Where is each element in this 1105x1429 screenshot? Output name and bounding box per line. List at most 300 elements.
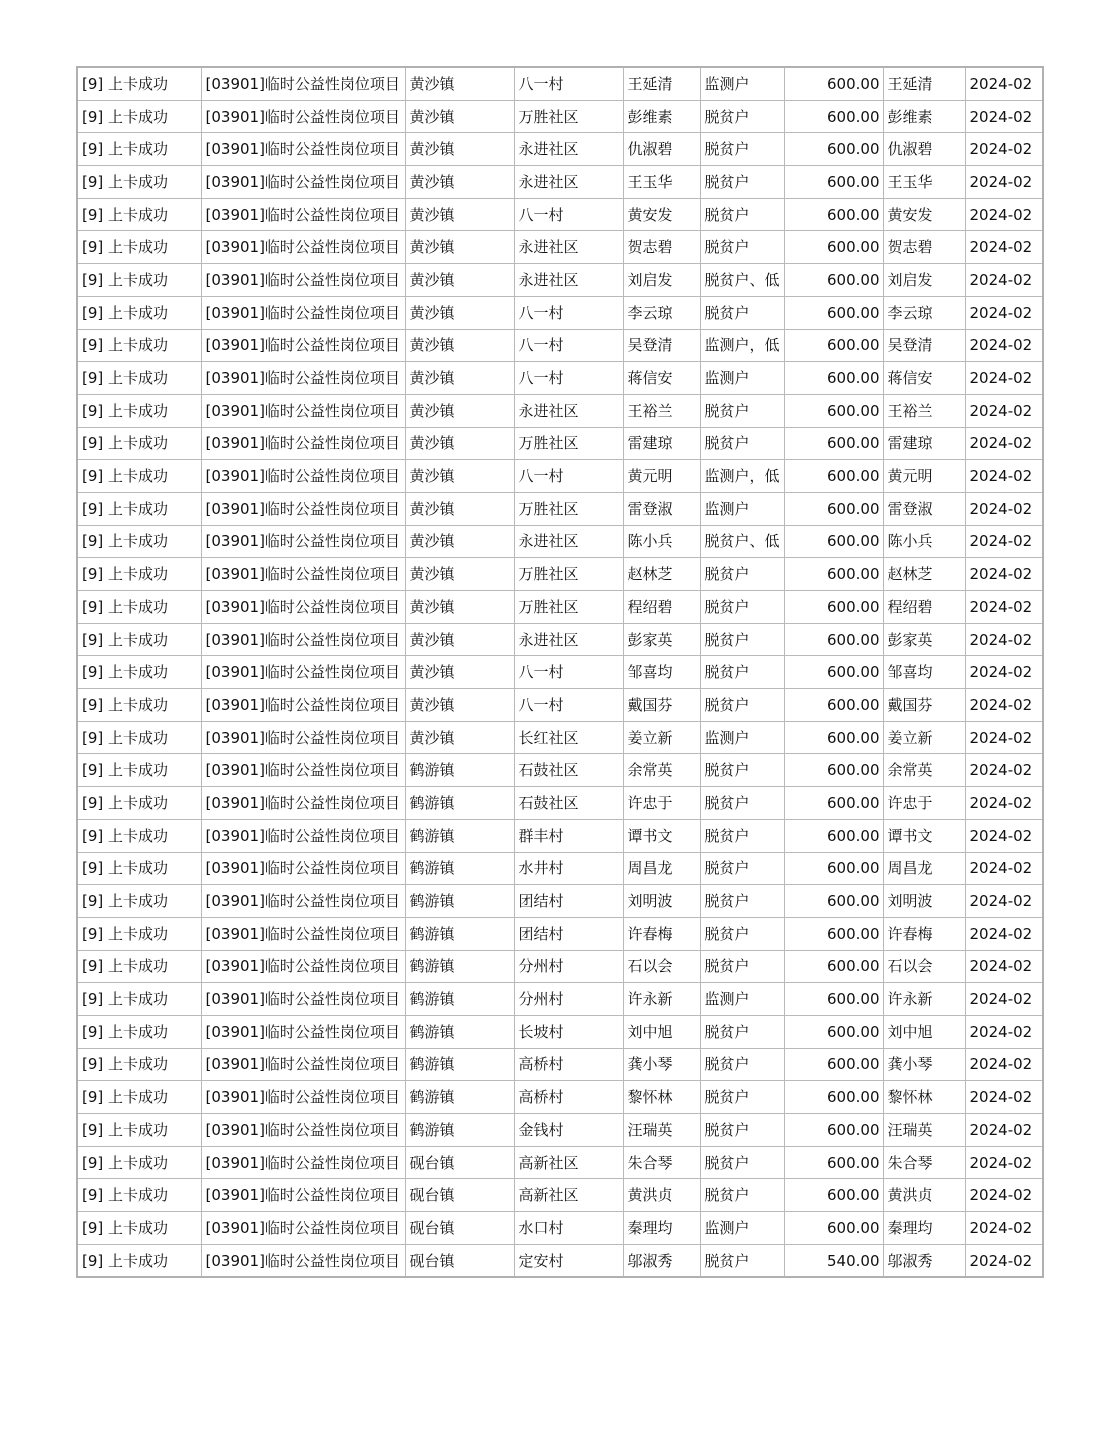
amount-cell: 600.00 [784, 917, 883, 950]
month-cell: 2024-02 [965, 819, 1043, 852]
table-row [77, 656, 1043, 689]
project-cell: [03901]临时公益性岗位项目 [201, 754, 405, 787]
project-cell: [03901]临时公益性岗位项目 [201, 394, 405, 427]
table-row [77, 100, 1043, 133]
month-cell: 2024-02 [965, 558, 1043, 591]
payee-cell: 吴登清 [883, 329, 965, 362]
village-cell: 团结村 [514, 917, 623, 950]
household-type-cell: 脱贫户 [700, 198, 784, 231]
month-cell: 2024-02 [965, 525, 1043, 558]
household-type-cell: 脱贫户、低 [700, 525, 784, 558]
status-cell: [9] 上卡成功 [77, 1015, 201, 1048]
household-type-cell: 脱贫户 [700, 394, 784, 427]
project-cell: [03901]临时公益性岗位项目 [201, 1081, 405, 1114]
table-row [77, 558, 1043, 591]
project-cell: [03901]临时公益性岗位项目 [201, 133, 405, 166]
month-cell: 2024-02 [965, 198, 1043, 231]
household-type-cell: 脱贫户 [700, 133, 784, 166]
town-cell: 鹤游镇 [405, 787, 514, 820]
town-cell: 鹤游镇 [405, 1081, 514, 1114]
payee-cell: 刘启发 [883, 264, 965, 297]
status-cell: [9] 上卡成功 [77, 1244, 201, 1277]
payee-cell: 王玉华 [883, 166, 965, 199]
village-cell: 长红社区 [514, 721, 623, 754]
name-cell: 许春梅 [623, 917, 700, 950]
name-cell: 王延清 [623, 67, 700, 100]
payee-cell: 邬淑秀 [883, 1244, 965, 1277]
month-cell: 2024-02 [965, 492, 1043, 525]
town-cell: 黄沙镇 [405, 492, 514, 525]
town-cell: 黄沙镇 [405, 231, 514, 264]
month-cell: 2024-02 [965, 689, 1043, 722]
status-cell: [9] 上卡成功 [77, 689, 201, 722]
payee-cell: 邹喜均 [883, 656, 965, 689]
table-row [77, 1179, 1043, 1212]
status-cell: [9] 上卡成功 [77, 1179, 201, 1212]
payee-cell: 戴国芬 [883, 689, 965, 722]
amount-cell: 600.00 [784, 264, 883, 297]
month-cell: 2024-02 [965, 166, 1043, 199]
village-cell: 石鼓社区 [514, 754, 623, 787]
payee-cell: 姜立新 [883, 721, 965, 754]
town-cell: 鹤游镇 [405, 917, 514, 950]
household-type-cell: 脱贫户 [700, 591, 784, 624]
status-cell: [9] 上卡成功 [77, 754, 201, 787]
town-cell: 黄沙镇 [405, 67, 514, 100]
household-type-cell: 脱贫户 [700, 427, 784, 460]
payee-cell: 刘中旭 [883, 1015, 965, 1048]
name-cell: 刘明波 [623, 885, 700, 918]
table-row [77, 264, 1043, 297]
name-cell: 贺志碧 [623, 231, 700, 264]
project-cell: [03901]临时公益性岗位项目 [201, 689, 405, 722]
status-cell: [9] 上卡成功 [77, 558, 201, 591]
village-cell: 高桥村 [514, 1081, 623, 1114]
household-type-cell: 监测户，低 [700, 460, 784, 493]
village-cell: 定安村 [514, 1244, 623, 1277]
table-row [77, 1015, 1043, 1048]
household-type-cell: 监测户 [700, 492, 784, 525]
project-cell: [03901]临时公益性岗位项目 [201, 1048, 405, 1081]
amount-cell: 600.00 [784, 460, 883, 493]
amount-cell: 600.00 [784, 819, 883, 852]
household-type-cell: 脱贫户 [700, 558, 784, 591]
status-cell: [9] 上卡成功 [77, 656, 201, 689]
household-type-cell: 监测户，低 [700, 329, 784, 362]
table-row [77, 1114, 1043, 1147]
household-type-cell: 脱贫户 [700, 1015, 784, 1048]
household-type-cell: 脱贫户 [700, 1146, 784, 1179]
town-cell: 鹤游镇 [405, 819, 514, 852]
town-cell: 砚台镇 [405, 1244, 514, 1277]
name-cell: 许永新 [623, 983, 700, 1016]
payee-cell: 李云琼 [883, 296, 965, 329]
household-type-cell: 脱贫户 [700, 689, 784, 722]
name-cell: 仇淑碧 [623, 133, 700, 166]
amount-cell: 600.00 [784, 1081, 883, 1114]
month-cell: 2024-02 [965, 133, 1043, 166]
payee-cell: 周昌龙 [883, 852, 965, 885]
month-cell: 2024-02 [965, 1114, 1043, 1147]
month-cell: 2024-02 [965, 950, 1043, 983]
project-cell: [03901]临时公益性岗位项目 [201, 1015, 405, 1048]
table-row [77, 394, 1043, 427]
name-cell: 李云琼 [623, 296, 700, 329]
village-cell: 八一村 [514, 460, 623, 493]
amount-cell: 600.00 [784, 329, 883, 362]
name-cell: 周昌龙 [623, 852, 700, 885]
table-row [77, 525, 1043, 558]
table-row [77, 1212, 1043, 1245]
project-cell: [03901]临时公益性岗位项目 [201, 198, 405, 231]
village-cell: 永进社区 [514, 525, 623, 558]
village-cell: 永进社区 [514, 231, 623, 264]
month-cell: 2024-02 [965, 787, 1043, 820]
name-cell: 雷建琼 [623, 427, 700, 460]
household-type-cell: 脱贫户 [700, 917, 784, 950]
town-cell: 鹤游镇 [405, 885, 514, 918]
town-cell: 黄沙镇 [405, 525, 514, 558]
table-row [77, 1146, 1043, 1179]
name-cell: 雷登淑 [623, 492, 700, 525]
village-cell: 万胜社区 [514, 427, 623, 460]
status-cell: [9] 上卡成功 [77, 1146, 201, 1179]
name-cell: 黄洪贞 [623, 1179, 700, 1212]
month-cell: 2024-02 [965, 623, 1043, 656]
month-cell: 2024-02 [965, 1048, 1043, 1081]
name-cell: 王玉华 [623, 166, 700, 199]
month-cell: 2024-02 [965, 296, 1043, 329]
village-cell: 八一村 [514, 198, 623, 231]
project-cell: [03901]临时公益性岗位项目 [201, 427, 405, 460]
payee-cell: 贺志碧 [883, 231, 965, 264]
project-cell: [03901]临时公益性岗位项目 [201, 656, 405, 689]
month-cell: 2024-02 [965, 754, 1043, 787]
project-cell: [03901]临时公益性岗位项目 [201, 166, 405, 199]
project-cell: [03901]临时公益性岗位项目 [201, 264, 405, 297]
village-cell: 八一村 [514, 362, 623, 395]
household-type-cell: 脱贫户 [700, 1048, 784, 1081]
household-type-cell: 脱贫户 [700, 852, 784, 885]
status-cell: [9] 上卡成功 [77, 133, 201, 166]
household-type-cell: 脱贫户 [700, 819, 784, 852]
month-cell: 2024-02 [965, 885, 1043, 918]
village-cell: 万胜社区 [514, 591, 623, 624]
name-cell: 刘启发 [623, 264, 700, 297]
payee-cell: 秦理均 [883, 1212, 965, 1245]
table-row [77, 917, 1043, 950]
name-cell: 陈小兵 [623, 525, 700, 558]
village-cell: 分州村 [514, 950, 623, 983]
month-cell: 2024-02 [965, 427, 1043, 460]
status-cell: [9] 上卡成功 [77, 198, 201, 231]
project-cell: [03901]临时公益性岗位项目 [201, 852, 405, 885]
town-cell: 鹤游镇 [405, 852, 514, 885]
town-cell: 黄沙镇 [405, 264, 514, 297]
name-cell: 邹喜均 [623, 656, 700, 689]
amount-cell: 600.00 [784, 1146, 883, 1179]
village-cell: 高新社区 [514, 1179, 623, 1212]
village-cell: 石鼓社区 [514, 787, 623, 820]
amount-cell: 600.00 [784, 492, 883, 525]
town-cell: 鹤游镇 [405, 950, 514, 983]
amount-cell: 600.00 [784, 525, 883, 558]
project-cell: [03901]临时公益性岗位项目 [201, 1212, 405, 1245]
table-row [77, 133, 1043, 166]
household-type-cell: 脱贫户 [700, 1114, 784, 1147]
project-cell: [03901]临时公益性岗位项目 [201, 460, 405, 493]
status-cell: [9] 上卡成功 [77, 623, 201, 656]
household-type-cell: 脱贫户 [700, 100, 784, 133]
status-cell: [9] 上卡成功 [77, 67, 201, 100]
status-cell: [9] 上卡成功 [77, 231, 201, 264]
amount-cell: 540.00 [784, 1244, 883, 1277]
payee-cell: 许忠于 [883, 787, 965, 820]
town-cell: 黄沙镇 [405, 460, 514, 493]
table-row [77, 296, 1043, 329]
project-cell: [03901]临时公益性岗位项目 [201, 950, 405, 983]
project-cell: [03901]临时公益性岗位项目 [201, 983, 405, 1016]
project-cell: [03901]临时公益性岗位项目 [201, 885, 405, 918]
project-cell: [03901]临时公益性岗位项目 [201, 623, 405, 656]
town-cell: 黄沙镇 [405, 721, 514, 754]
month-cell: 2024-02 [965, 100, 1043, 133]
village-cell: 金钱村 [514, 1114, 623, 1147]
name-cell: 黄元明 [623, 460, 700, 493]
status-cell: [9] 上卡成功 [77, 492, 201, 525]
project-cell: [03901]临时公益性岗位项目 [201, 362, 405, 395]
table-row [77, 1081, 1043, 1114]
name-cell: 戴国芬 [623, 689, 700, 722]
village-cell: 万胜社区 [514, 100, 623, 133]
table-row [77, 819, 1043, 852]
amount-cell: 600.00 [784, 721, 883, 754]
project-cell: [03901]临时公益性岗位项目 [201, 721, 405, 754]
household-type-cell: 脱贫户 [700, 1081, 784, 1114]
amount-cell: 600.00 [784, 100, 883, 133]
town-cell: 黄沙镇 [405, 198, 514, 231]
amount-cell: 600.00 [784, 885, 883, 918]
payee-cell: 朱合琴 [883, 1146, 965, 1179]
payee-cell: 黄洪贞 [883, 1179, 965, 1212]
month-cell: 2024-02 [965, 67, 1043, 100]
village-cell: 八一村 [514, 329, 623, 362]
name-cell: 余常英 [623, 754, 700, 787]
project-cell: [03901]临时公益性岗位项目 [201, 231, 405, 264]
project-cell: [03901]临时公益性岗位项目 [201, 525, 405, 558]
amount-cell: 600.00 [784, 1048, 883, 1081]
project-cell: [03901]临时公益性岗位项目 [201, 1244, 405, 1277]
household-type-cell: 监测户 [700, 721, 784, 754]
amount-cell: 600.00 [784, 231, 883, 264]
name-cell: 彭家英 [623, 623, 700, 656]
table-row [77, 329, 1043, 362]
project-cell: [03901]临时公益性岗位项目 [201, 296, 405, 329]
status-cell: [9] 上卡成功 [77, 166, 201, 199]
project-cell: [03901]临时公益性岗位项目 [201, 917, 405, 950]
project-cell: [03901]临时公益性岗位项目 [201, 787, 405, 820]
amount-cell: 600.00 [784, 198, 883, 231]
town-cell: 黄沙镇 [405, 166, 514, 199]
name-cell: 石以会 [623, 950, 700, 983]
payee-cell: 黄元明 [883, 460, 965, 493]
table-row [77, 885, 1043, 918]
village-cell: 高桥村 [514, 1048, 623, 1081]
village-cell: 永进社区 [514, 133, 623, 166]
table-row [77, 460, 1043, 493]
town-cell: 黄沙镇 [405, 623, 514, 656]
month-cell: 2024-02 [965, 917, 1043, 950]
table-row [77, 492, 1043, 525]
amount-cell: 600.00 [784, 656, 883, 689]
town-cell: 黄沙镇 [405, 591, 514, 624]
project-cell: [03901]临时公益性岗位项目 [201, 1114, 405, 1147]
status-cell: [9] 上卡成功 [77, 885, 201, 918]
project-cell: [03901]临时公益性岗位项目 [201, 819, 405, 852]
project-cell: [03901]临时公益性岗位项目 [201, 100, 405, 133]
month-cell: 2024-02 [965, 1179, 1043, 1212]
household-type-cell: 脱贫户 [700, 787, 784, 820]
amount-cell: 600.00 [784, 296, 883, 329]
status-cell: [9] 上卡成功 [77, 917, 201, 950]
table-row [77, 787, 1043, 820]
name-cell: 邬淑秀 [623, 1244, 700, 1277]
table-body [77, 67, 1043, 1277]
project-cell: [03901]临时公益性岗位项目 [201, 1146, 405, 1179]
village-cell: 八一村 [514, 656, 623, 689]
town-cell: 黄沙镇 [405, 100, 514, 133]
town-cell: 砚台镇 [405, 1179, 514, 1212]
household-type-cell: 脱贫户 [700, 754, 784, 787]
payee-cell: 谭书文 [883, 819, 965, 852]
status-cell: [9] 上卡成功 [77, 852, 201, 885]
payee-cell: 仇淑碧 [883, 133, 965, 166]
table-row [77, 231, 1043, 264]
village-cell: 万胜社区 [514, 558, 623, 591]
status-cell: [9] 上卡成功 [77, 721, 201, 754]
amount-cell: 600.00 [784, 689, 883, 722]
payee-cell: 彭家英 [883, 623, 965, 656]
status-cell: [9] 上卡成功 [77, 950, 201, 983]
status-cell: [9] 上卡成功 [77, 460, 201, 493]
payee-cell: 黄安发 [883, 198, 965, 231]
payee-cell: 陈小兵 [883, 525, 965, 558]
project-cell: [03901]临时公益性岗位项目 [201, 591, 405, 624]
status-cell: [9] 上卡成功 [77, 427, 201, 460]
amount-cell: 600.00 [784, 591, 883, 624]
payee-cell: 雷登淑 [883, 492, 965, 525]
amount-cell: 600.00 [784, 427, 883, 460]
town-cell: 鹤游镇 [405, 1048, 514, 1081]
village-cell: 八一村 [514, 689, 623, 722]
status-cell: [9] 上卡成功 [77, 591, 201, 624]
status-cell: [9] 上卡成功 [77, 983, 201, 1016]
village-cell: 永进社区 [514, 623, 623, 656]
table-row [77, 983, 1043, 1016]
town-cell: 黄沙镇 [405, 427, 514, 460]
status-cell: [9] 上卡成功 [77, 1114, 201, 1147]
name-cell: 许忠于 [623, 787, 700, 820]
month-cell: 2024-02 [965, 656, 1043, 689]
status-cell: [9] 上卡成功 [77, 394, 201, 427]
town-cell: 砚台镇 [405, 1146, 514, 1179]
month-cell: 2024-02 [965, 231, 1043, 264]
status-cell: [9] 上卡成功 [77, 819, 201, 852]
town-cell: 黄沙镇 [405, 558, 514, 591]
month-cell: 2024-02 [965, 362, 1043, 395]
amount-cell: 600.00 [784, 362, 883, 395]
table-row [77, 623, 1043, 656]
table-row [77, 591, 1043, 624]
household-type-cell: 脱贫户、低 [700, 264, 784, 297]
amount-cell: 600.00 [784, 1212, 883, 1245]
table-row [77, 362, 1043, 395]
table-row [77, 689, 1043, 722]
payee-cell: 彭维素 [883, 100, 965, 133]
month-cell: 2024-02 [965, 329, 1043, 362]
table-row [77, 721, 1043, 754]
payment-records-table [76, 66, 1044, 1278]
amount-cell: 600.00 [784, 1179, 883, 1212]
household-type-cell: 脱贫户 [700, 656, 784, 689]
status-cell: [9] 上卡成功 [77, 100, 201, 133]
payee-cell: 蒋信安 [883, 362, 965, 395]
month-cell: 2024-02 [965, 1015, 1043, 1048]
town-cell: 黄沙镇 [405, 133, 514, 166]
name-cell: 程绍碧 [623, 591, 700, 624]
payee-cell: 许春梅 [883, 917, 965, 950]
town-cell: 黄沙镇 [405, 656, 514, 689]
payee-cell: 赵林芝 [883, 558, 965, 591]
name-cell: 龚小琴 [623, 1048, 700, 1081]
village-cell: 万胜社区 [514, 492, 623, 525]
village-cell: 八一村 [514, 67, 623, 100]
table-row [77, 198, 1043, 231]
month-cell: 2024-02 [965, 1146, 1043, 1179]
amount-cell: 600.00 [784, 394, 883, 427]
household-type-cell: 监测户 [700, 67, 784, 100]
project-cell: [03901]临时公益性岗位项目 [201, 329, 405, 362]
payee-cell: 雷建琼 [883, 427, 965, 460]
town-cell: 黄沙镇 [405, 394, 514, 427]
household-type-cell: 脱贫户 [700, 885, 784, 918]
household-type-cell: 脱贫户 [700, 950, 784, 983]
payee-cell: 许永新 [883, 983, 965, 1016]
amount-cell: 600.00 [784, 852, 883, 885]
month-cell: 2024-02 [965, 983, 1043, 1016]
status-cell: [9] 上卡成功 [77, 525, 201, 558]
name-cell: 彭维素 [623, 100, 700, 133]
month-cell: 2024-02 [965, 852, 1043, 885]
village-cell: 分州村 [514, 983, 623, 1016]
payee-cell: 刘明波 [883, 885, 965, 918]
name-cell: 姜立新 [623, 721, 700, 754]
project-cell: [03901]临时公益性岗位项目 [201, 1179, 405, 1212]
town-cell: 黄沙镇 [405, 362, 514, 395]
amount-cell: 600.00 [784, 787, 883, 820]
month-cell: 2024-02 [965, 1081, 1043, 1114]
amount-cell: 600.00 [784, 950, 883, 983]
household-type-cell: 脱贫户 [700, 1179, 784, 1212]
table-row [77, 1048, 1043, 1081]
status-cell: [9] 上卡成功 [77, 1081, 201, 1114]
household-type-cell: 脱贫户 [700, 1244, 784, 1277]
month-cell: 2024-02 [965, 394, 1043, 427]
payee-cell: 黎怀林 [883, 1081, 965, 1114]
month-cell: 2024-02 [965, 460, 1043, 493]
status-cell: [9] 上卡成功 [77, 1048, 201, 1081]
household-type-cell: 脱贫户 [700, 166, 784, 199]
